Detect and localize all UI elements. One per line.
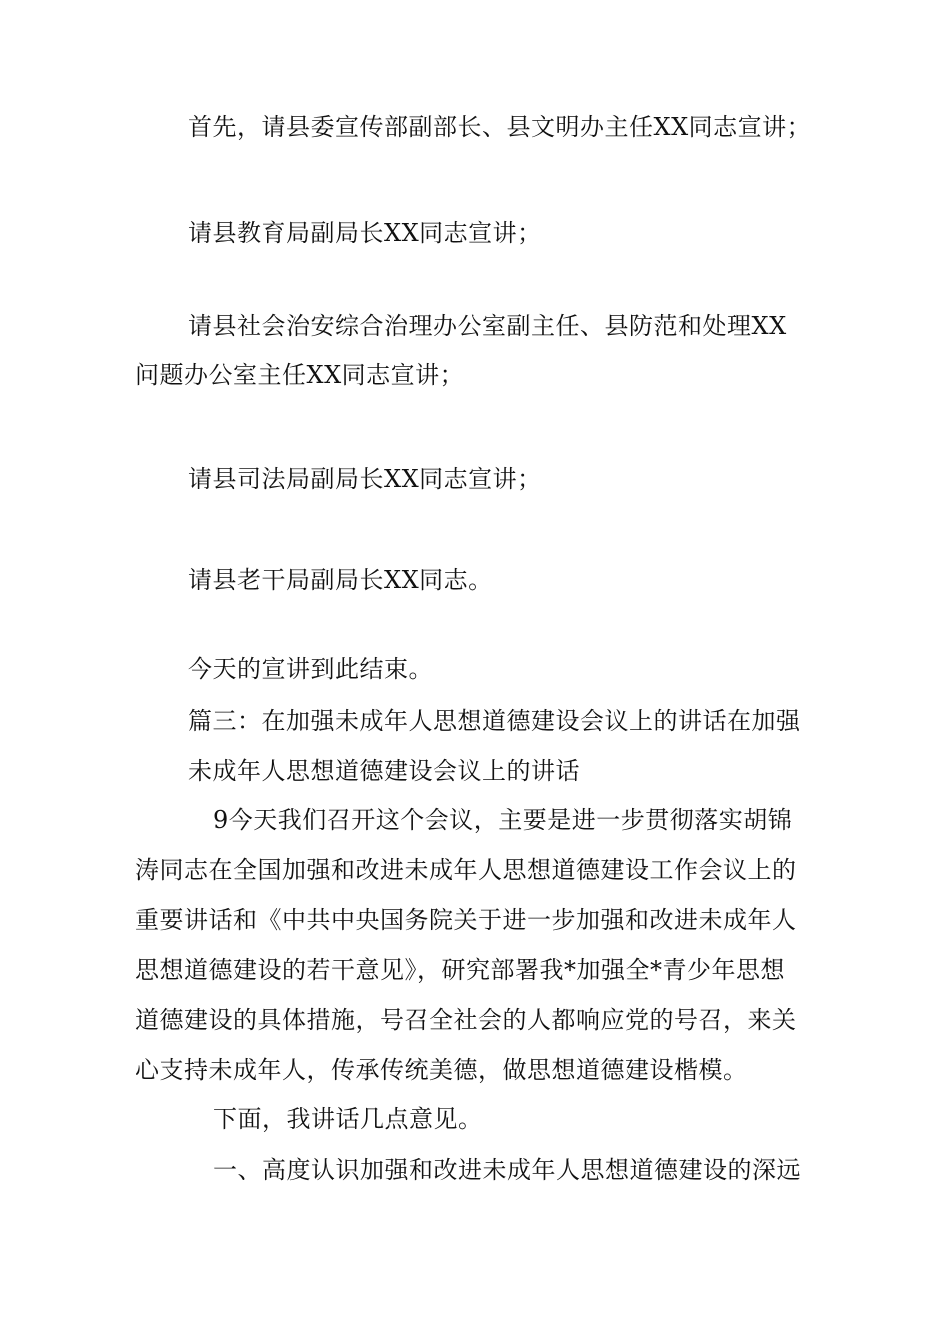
paragraph-line-4: 思想道德建设的若干意见》，研究部署我*加强全*青少年思想	[135, 956, 785, 984]
text-line-7: 今天的宣讲到此结束。	[188, 655, 433, 683]
text-line-5: 请县司法局副局长XX同志宣讲；	[188, 465, 542, 493]
paragraph-line-2: 涛同志在全国加强和改进未成年人思想道德建设工作会议上的	[135, 856, 797, 884]
paragraph-line-3: 重要讲话和《中共中央国务院关于进一步加强和改进未成年人	[135, 906, 797, 934]
section-heading-line-2: 未成年人思想道德建设会议上的讲话	[188, 757, 580, 785]
paragraph-line-8: 一、高度认识加强和改进未成年人思想道德建设的深远	[213, 1156, 801, 1184]
text-line-2: 请县教育局副局长XX同志宣讲；	[188, 219, 542, 247]
paragraph-line-1: 9今天我们召开这个会议，主要是进一步贯彻落实胡锦	[213, 806, 793, 834]
paragraph-line-5: 道德建设的具体措施，号召全社会的人都响应党的号召，来关	[135, 1006, 797, 1034]
paragraph-line-6: 心支持未成年人，传承传统美德，做思想道德建设楷模。	[135, 1056, 748, 1084]
text-line-1: 首先，请县委宣传部副部长、县文明办主任XX同志宣讲；	[188, 113, 812, 141]
paragraph-line-7: 下面，我讲话几点意见。	[213, 1105, 483, 1133]
text-line-3: 请县社会治安综合治理办公室副主任、县防范和处理XX	[188, 312, 787, 340]
text-line-4: 问题办公室主任XX同志宣讲；	[135, 361, 465, 389]
text-line-6: 请县老干局副局长XX同志。	[188, 566, 493, 594]
section-heading-line-1: 篇三：在加强未成年人思想道德建设会议上的讲话在加强	[188, 707, 801, 735]
